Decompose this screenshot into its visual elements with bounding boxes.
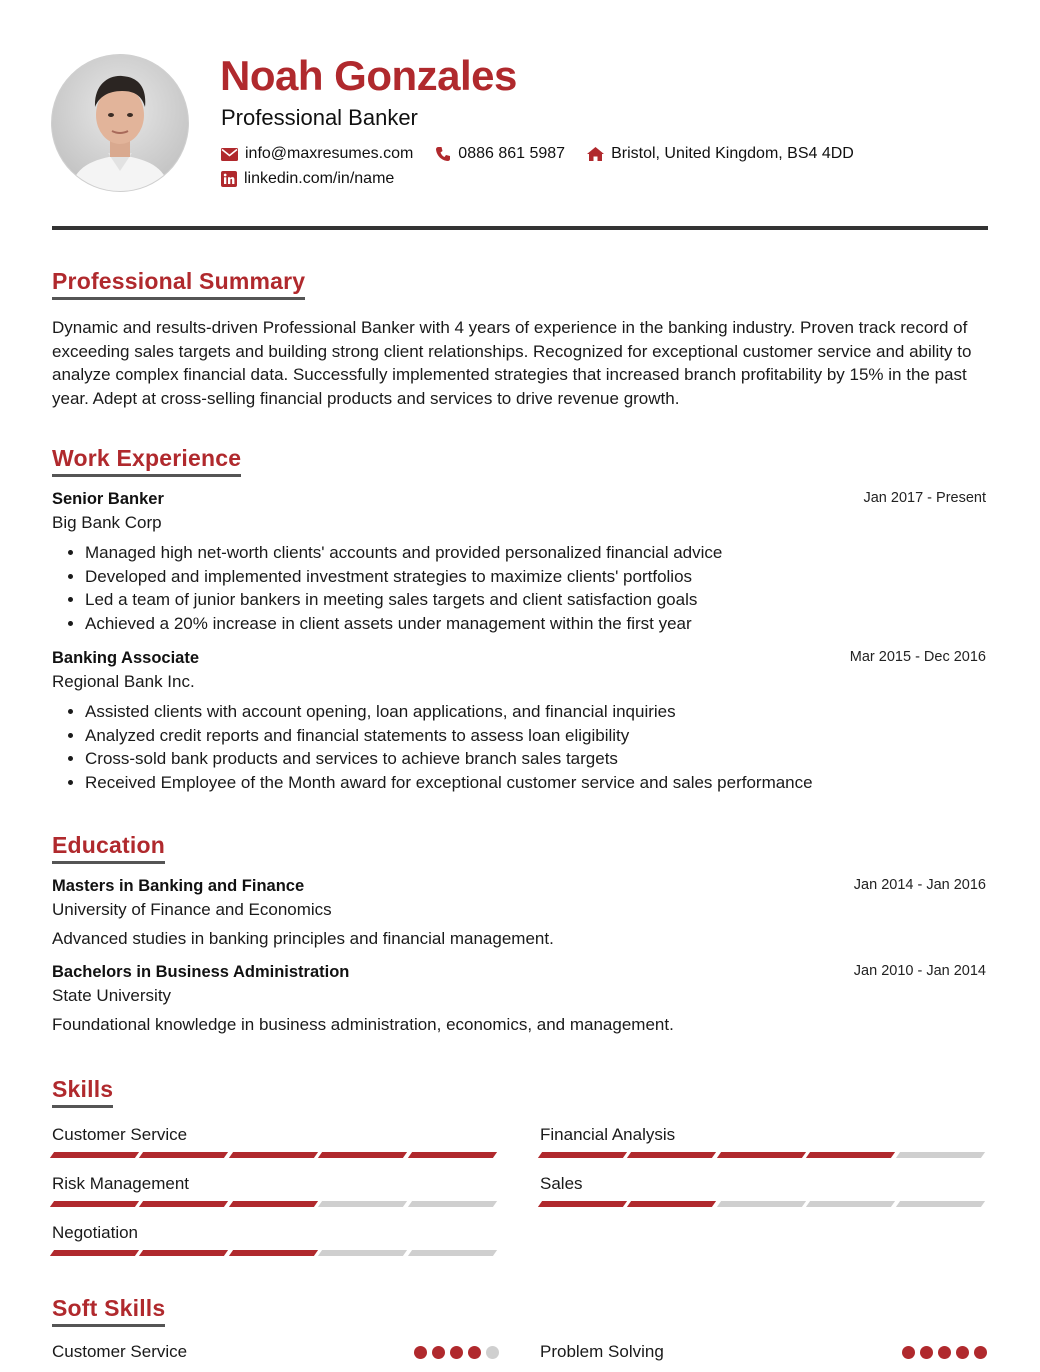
- linkedin-icon: [221, 171, 237, 187]
- section-heading: Soft Skills: [52, 1295, 165, 1327]
- education-entry: [52, 963, 988, 1035]
- email-contact[interactable]: [221, 145, 413, 163]
- education-dates: Jan 2014 - Jan 2016: [853, 877, 986, 893]
- address-contact: [587, 145, 854, 163]
- skill-segment-filled: [627, 1201, 717, 1207]
- skill-segment-filled: [627, 1152, 717, 1158]
- skill-level-bar: [52, 1201, 499, 1207]
- skill-item: [540, 1174, 987, 1207]
- skills-section: [52, 1076, 988, 1108]
- skill-segment-filled: [139, 1152, 229, 1158]
- skill-item: [52, 1174, 499, 1207]
- job-bullets: [52, 700, 988, 794]
- education-section: [52, 832, 988, 1035]
- degree-title: Masters in Banking and Finance: [52, 877, 305, 895]
- skill-level-bar: [52, 1152, 499, 1158]
- rating-dot-filled: [902, 1346, 915, 1359]
- skill-segment-filled: [139, 1201, 229, 1207]
- job-dates: Jan 2017 - Present: [863, 490, 986, 506]
- skill-level-bar: [52, 1250, 499, 1256]
- soft-skills-section: [52, 1295, 988, 1327]
- skill-segment-filled: [318, 1152, 408, 1158]
- skill-segment-filled: [717, 1152, 807, 1158]
- skill-segment-empty: [408, 1201, 498, 1207]
- skill-segment-filled: [50, 1250, 140, 1256]
- education-dates: Jan 2010 - Jan 2014: [853, 963, 986, 979]
- envelope-icon: [221, 148, 238, 161]
- rating-dot-filled: [938, 1346, 951, 1359]
- education-description: Foundational knowledge in business administration, economics, and management.: [52, 1015, 674, 1034]
- education-entry: [52, 877, 988, 949]
- list-item: • Developed and implemented investment strategies to maximize clients' portfolios: [85, 565, 988, 589]
- phone-text: 0886 861 5987: [458, 145, 566, 162]
- school-name: University of Finance and Economics: [52, 900, 332, 919]
- skill-segment-empty: [717, 1201, 807, 1207]
- section-heading: Professional Summary: [52, 268, 305, 300]
- skill-segment-empty: [408, 1250, 498, 1256]
- job-bullets: [52, 541, 988, 635]
- skill-segment-filled: [229, 1250, 319, 1256]
- experience-section: [52, 445, 988, 794]
- rating-dot-empty: [486, 1346, 499, 1359]
- job-title: Banking Associate: [52, 649, 200, 667]
- section-heading: Skills: [52, 1076, 113, 1108]
- skill-label: Financial Analysis: [540, 1125, 676, 1144]
- list-item: • Cross-sold bank products and services to achieve branch sales targets: [85, 747, 988, 771]
- skill-segment-filled: [538, 1152, 628, 1158]
- skill-label: Customer Service: [52, 1125, 188, 1144]
- skill-item: [52, 1223, 499, 1256]
- soft-skill-rating: [897, 1346, 987, 1359]
- section-heading: Work Experience: [52, 445, 241, 477]
- header-divider: [52, 226, 988, 230]
- skill-segment-empty: [318, 1250, 408, 1256]
- education-description: Advanced studies in banking principles and financial management.: [52, 929, 554, 948]
- school-name: State University: [52, 986, 172, 1005]
- email-text: info@maxresumes.com: [245, 145, 414, 162]
- skill-level-bar: [540, 1152, 987, 1158]
- list-item: • Led a team of junior bankers in meeting sales targets and client satisfaction goals: [85, 588, 988, 612]
- rating-dot-filled: [450, 1346, 463, 1359]
- skill-item: [540, 1125, 987, 1158]
- list-item: • Achieved a 20% increase in client assets under management within the first year: [85, 612, 988, 636]
- candidate-title: Professional Banker: [221, 105, 418, 130]
- skill-segment-empty: [896, 1201, 986, 1207]
- list-item: • Analyzed credit reports and financial statements to assess loan eligibility: [85, 724, 988, 748]
- skill-segment-empty: [896, 1152, 986, 1158]
- skill-label: Sales: [540, 1174, 583, 1193]
- job-dates: Mar 2015 - Dec 2016: [849, 649, 986, 665]
- rating-dot-filled: [432, 1346, 445, 1359]
- rating-dot-filled: [414, 1346, 427, 1359]
- skill-level-bar: [540, 1201, 987, 1207]
- skill-segment-filled: [229, 1152, 319, 1158]
- company-name: Big Bank Corp: [52, 513, 162, 532]
- skill-segment-filled: [50, 1201, 140, 1207]
- soft-skill-item: [540, 1342, 987, 1362]
- candidate-name: Noah Gonzales: [220, 52, 517, 99]
- skill-segment-filled: [139, 1250, 229, 1256]
- skill-segment-empty: [806, 1201, 896, 1207]
- rating-dot-filled: [920, 1346, 933, 1359]
- degree-title: Bachelors in Business Administration: [52, 963, 350, 981]
- skill-segment-empty: [318, 1201, 408, 1207]
- home-icon: [587, 147, 604, 161]
- rating-dot-filled: [468, 1346, 481, 1359]
- summary-section: [52, 268, 988, 410]
- contact-row: [221, 145, 876, 163]
- section-heading: Education: [52, 832, 165, 864]
- linkedin-text: linkedin.com/in/name: [244, 170, 395, 187]
- rating-dot-filled: [974, 1346, 987, 1359]
- skill-item: [52, 1125, 499, 1158]
- list-item: • Managed high net-worth clients' accounts and provided personalized financial advice: [85, 541, 988, 565]
- skill-label: Negotiation: [52, 1223, 139, 1242]
- skill-segment-filled: [806, 1152, 896, 1158]
- contact-row-linkedin: [221, 170, 416, 188]
- soft-skill-rating: [409, 1346, 499, 1359]
- company-name: Regional Bank Inc.: [52, 672, 195, 691]
- skill-segment-filled: [538, 1201, 628, 1207]
- phone-contact[interactable]: [435, 145, 565, 163]
- summary-text: Dynamic and results-driven Professional Banker with 4 years of experience in the banking industry. Proven track record of exceeding sales targets and building strong client relationships. Recognized for exceptional customer service and ability to analyze complex financial data. Successfully implemented strategies that increased branch profitability by 15% in the past year. Adept at cross-selling financial products and services to drive revenue growth.: [52, 318, 972, 408]
- soft-skill-label: Customer Service: [52, 1342, 188, 1361]
- list-item: • Received Employee of the Month award for exceptional customer service and sales performance: [85, 771, 988, 795]
- soft-skill-label: Problem Solving: [540, 1342, 664, 1361]
- soft-skill-item: [52, 1342, 499, 1362]
- skill-label: Risk Management: [52, 1174, 190, 1193]
- skill-segment-filled: [50, 1152, 140, 1158]
- avatar: [52, 55, 188, 191]
- skill-segment-filled: [229, 1201, 319, 1207]
- job-title: Senior Banker: [52, 490, 164, 508]
- list-item: • Assisted clients with account opening, loan applications, and financial inquiries: [85, 700, 988, 724]
- job-entry: [52, 649, 988, 794]
- job-entry: [52, 490, 988, 635]
- linkedin-contact[interactable]: [221, 170, 394, 188]
- address-text: Bristol, United Kingdom, BS4 4DD: [611, 145, 854, 162]
- skill-segment-filled: [408, 1152, 498, 1158]
- profile-photo: [52, 55, 188, 191]
- rating-dot-filled: [956, 1346, 969, 1359]
- phone-icon: [435, 146, 451, 162]
